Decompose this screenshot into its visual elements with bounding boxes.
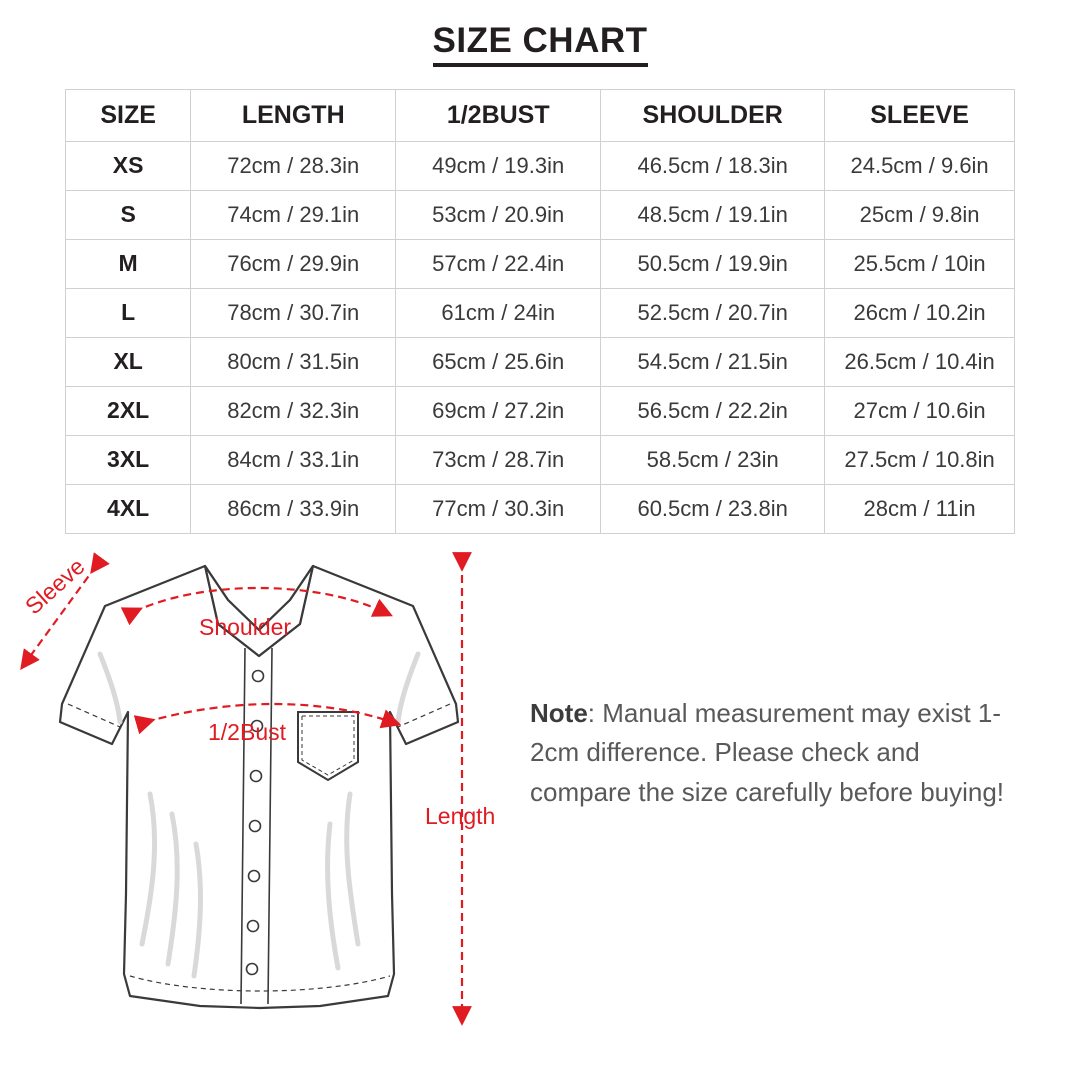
cell-halfbust: 77cm / 30.3in: [396, 484, 601, 533]
cell-size: L: [66, 288, 191, 337]
table-row: [66, 484, 1015, 533]
page-title: SIZE CHART: [433, 22, 648, 67]
cell-length: 76cm / 29.9in: [191, 239, 396, 288]
table-row: [66, 239, 1015, 288]
cell-shoulder: 58.5cm / 23in: [601, 435, 825, 484]
cell-sleeve: 25.5cm / 10in: [825, 239, 1015, 288]
cell-halfbust: 69cm / 27.2in: [396, 386, 601, 435]
label-sleeve: Sleeve: [20, 552, 90, 620]
column-header-sleeve: SLEEVE: [825, 89, 1015, 141]
cell-length: 86cm / 33.9in: [191, 484, 396, 533]
cell-halfbust: 57cm / 22.4in: [396, 239, 601, 288]
cell-sleeve: 26.5cm / 10.4in: [825, 337, 1015, 386]
cell-shoulder: 50.5cm / 19.9in: [601, 239, 825, 288]
column-header-size: SIZE: [66, 89, 191, 141]
table-row: [66, 435, 1015, 484]
label-half-bust: 1/2Bust: [208, 719, 286, 745]
cell-sleeve: 27cm / 10.6in: [825, 386, 1015, 435]
cell-size: S: [66, 190, 191, 239]
column-header-length: LENGTH: [191, 89, 396, 141]
cell-sleeve: 26cm / 10.2in: [825, 288, 1015, 337]
cell-length: 82cm / 32.3in: [191, 386, 396, 435]
cell-shoulder: 54.5cm / 21.5in: [601, 337, 825, 386]
cell-size: M: [66, 239, 191, 288]
page-title-container: [0, 0, 1080, 67]
cell-length: 80cm / 31.5in: [191, 337, 396, 386]
cell-sleeve: 25cm / 9.8in: [825, 190, 1015, 239]
cell-halfbust: 49cm / 19.3in: [396, 141, 601, 190]
table-row: [66, 337, 1015, 386]
cell-length: 78cm / 30.7in: [191, 288, 396, 337]
cell-sleeve: 27.5cm / 10.8in: [825, 435, 1015, 484]
column-header-halfbust: 1/2BUST: [396, 89, 601, 141]
cell-shoulder: 60.5cm / 23.8in: [601, 484, 825, 533]
cell-size: XS: [66, 141, 191, 190]
cell-sleeve: 28cm / 11in: [825, 484, 1015, 533]
cell-shoulder: 48.5cm / 19.1in: [601, 190, 825, 239]
cell-halfbust: 61cm / 24in: [396, 288, 601, 337]
size-chart-table-container: [65, 89, 1015, 534]
cell-sleeve: 24.5cm / 9.6in: [825, 141, 1015, 190]
cell-size: XL: [66, 337, 191, 386]
cell-shoulder: 46.5cm / 18.3in: [601, 141, 825, 190]
cell-shoulder: 56.5cm / 22.2in: [601, 386, 825, 435]
cell-halfbust: 53cm / 20.9in: [396, 190, 601, 239]
cell-size: 3XL: [66, 435, 191, 484]
table-row: [66, 190, 1015, 239]
size-chart-table: [65, 89, 1015, 534]
cell-shoulder: 52.5cm / 20.7in: [601, 288, 825, 337]
cell-halfbust: 65cm / 25.6in: [396, 337, 601, 386]
table-row: [66, 288, 1015, 337]
note-prefix: Note: [530, 697, 588, 728]
cell-length: 74cm / 29.1in: [191, 190, 396, 239]
column-header-shoulder: SHOULDER: [601, 89, 825, 141]
label-shoulder: Shoulder: [199, 614, 292, 640]
table-header-row: [66, 89, 1015, 141]
note-body: : Manual measurement may exist 1-2cm difference. Please check and compare the size carefully before buying!: [530, 697, 1005, 807]
table-row: [66, 386, 1015, 435]
measurement-diagram-section: [0, 544, 1080, 1064]
cell-size: 4XL: [66, 484, 191, 533]
table-row: [66, 141, 1015, 190]
note-text: [530, 694, 1015, 813]
cell-size: 2XL: [66, 386, 191, 435]
cell-halfbust: 73cm / 28.7in: [396, 435, 601, 484]
cell-length: 84cm / 33.1in: [191, 435, 396, 484]
label-length: Length: [425, 803, 496, 829]
cell-length: 72cm / 28.3in: [191, 141, 396, 190]
